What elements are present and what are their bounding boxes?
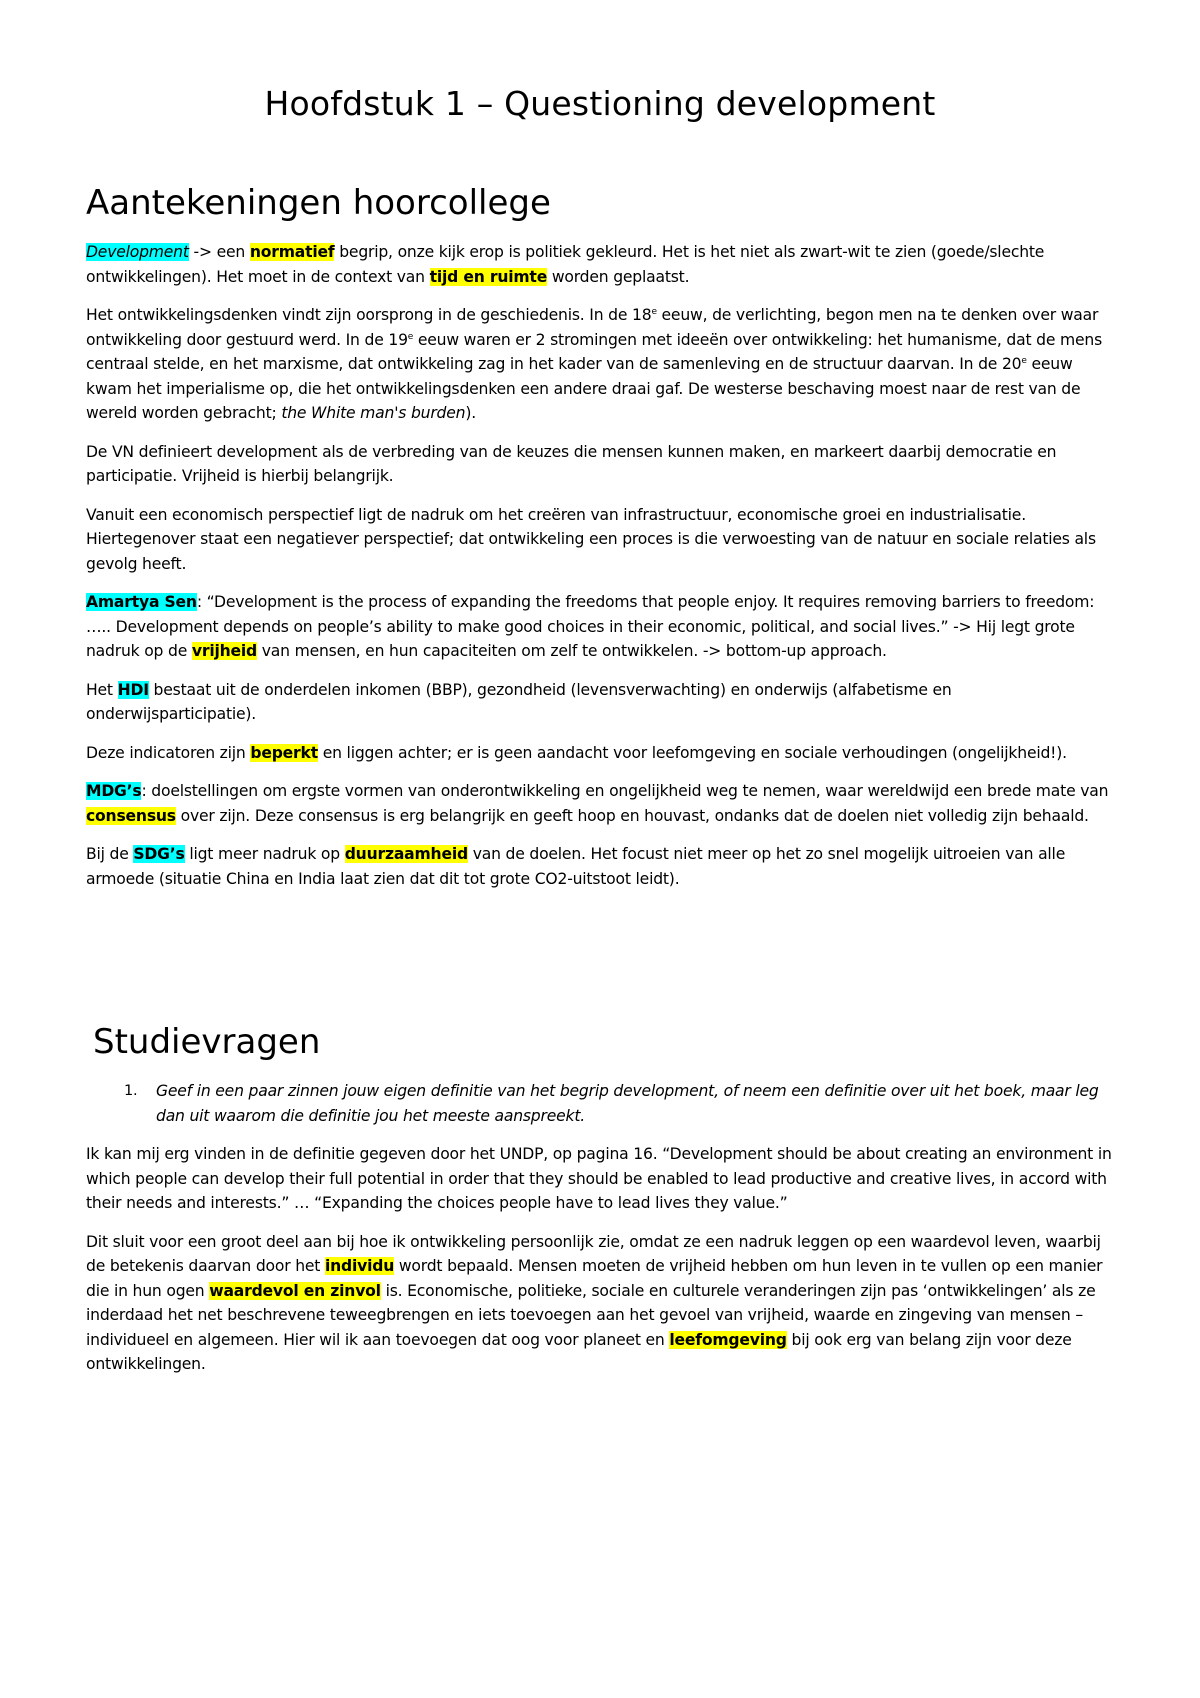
text-run: eeuw kwam het imperialisme op, die het ontwikkelingsdenken een andere draai gaf. De westerse beschaving moest naar de rest van de wereld worden gebracht; bbox=[86, 355, 1081, 422]
highlight-term: Amartya Sen bbox=[86, 593, 197, 611]
text-run: Het ontwikkelingsdenken vindt zijn oorsprong in de geschiedenis. In de 18 bbox=[86, 306, 652, 324]
section-heading-study-questions: Studievragen bbox=[93, 1022, 321, 1062]
paragraph-sdgs bbox=[86, 842, 1116, 891]
study-questions bbox=[86, 1079, 1116, 1391]
highlight-term: HDI bbox=[117, 680, 149, 699]
text-run: : “Development is the process of expanding the freedoms that people enjoy. It requires removing barriers to freedom: ….. Development depends on people’s ability to make good choices in their economic, political, and social lives.” -> Hij legt grote nadruk op de bbox=[86, 593, 1095, 660]
text-run: eeuw waren er 2 stromingen met ideeën over ontwikkeling: het humanisme, dat de mens centraal stelde, en het marxisme, dat ontwikkeling zag in het kader van de samenleving en de structuur daarvan. In de 20 bbox=[86, 330, 1102, 373]
text-run: Dit sluit voor een groot deel aan bij hoe ik ontwikkeling persoonlijk zie, omdat ze een nadruk leggen op een waardevol leven, waarbij de betekenis daarvan door het bbox=[86, 1232, 1101, 1275]
paragraph-amartya-sen bbox=[86, 590, 1116, 664]
highlight-term: MDG’s bbox=[86, 782, 142, 800]
highlight-term: normatief bbox=[249, 243, 335, 261]
highlight-term: waardevol en zinvol bbox=[209, 1281, 381, 1300]
text-run: worden geplaatst. bbox=[547, 267, 690, 286]
paragraph-development bbox=[86, 240, 1116, 289]
lecture-notes bbox=[86, 240, 1116, 905]
question-text: Geef in een paar zinnen jouw eigen definitie van het begrip development, of neem een definitie over uit het boek, maar leg dan uit waarom die definitie jou het meeste aanspreekt. bbox=[156, 1082, 1099, 1125]
text-run: en liggen achter; er is geen aandacht voor leefomgeving en sociale verhoudingen (ongelijkheid!). bbox=[317, 743, 1067, 762]
text-run: wordt bepaald. Mensen moeten de vrijheid hebben om hun leven in te vullen op een manier die in hun ogen bbox=[86, 1257, 1103, 1300]
superscript: e bbox=[651, 306, 657, 317]
highlight-term: Development bbox=[86, 243, 189, 261]
text-run-italic: the White man's burden bbox=[281, 404, 466, 422]
question-number: 1. bbox=[124, 1083, 138, 1099]
text-run: van de doelen. Het focust niet meer op het zo snel mogelijk uitroeien van alle armoede (situatie China en India laat zien dat dit tot grote CO2-uitstoot leidt). bbox=[86, 845, 1066, 888]
paragraph-mdgs bbox=[86, 779, 1116, 828]
paragraph-perspectives: Vanuit een economisch perspectief ligt de nadruk om het creëren van infrastructuur, economische groei en industrialisatie. Hiertegenover staat een negatiever perspectief; dat ontwikkeling een proces is die verwoesting van de natuur en sociale relaties als gevolg heeft. bbox=[86, 505, 1096, 573]
highlight-term: duurzaamheid bbox=[344, 845, 468, 863]
highlight-term: leefomgeving bbox=[669, 1330, 787, 1349]
text-run: ligt meer nadruk op bbox=[184, 845, 345, 863]
text-run: Bij de bbox=[86, 845, 134, 863]
text-run: ). bbox=[465, 404, 476, 422]
highlight-term: tijd en ruimte bbox=[429, 267, 548, 286]
paragraph-indicators bbox=[86, 741, 1116, 766]
text-run: Het bbox=[86, 680, 118, 699]
text-run: van mensen, en hun capaciteiten om zelf te ontwikkelen. -> bottom-up approach. bbox=[257, 642, 887, 660]
text-run: begrip, onze kijk erop is politiek gekleurd. Het is het niet als zwart-wit te zien (goede/slechte ontwikkelingen). Het moet in de context van bbox=[86, 243, 1045, 286]
text-run: eeuw, de verlichting, begon men na te denken over waar ontwikkeling door gestuurd werd. In de 19 bbox=[86, 306, 1099, 349]
text-run: : doelstellingen om ergste vormen van onderontwikkeling en ongelijkheid weg te nemen, waar wereldwijd een brede mate van bbox=[141, 782, 1109, 800]
paragraph-vn: De VN definieert development als de verbreding van de keuzes die mensen kunnen maken, en markeert daarbij democratie en participatie. Vrijheid is hierbij belangrijk. bbox=[86, 442, 1057, 485]
highlight-term: vrijheid bbox=[191, 642, 258, 660]
text-run: over zijn. Deze consensus is erg belangrijk en geeft hoop en houvast, ondanks dat de doelen niet volledig zijn behaald. bbox=[175, 806, 1089, 825]
paragraph-history bbox=[86, 303, 1116, 426]
paragraph-hdi bbox=[86, 678, 1116, 727]
text-run: is. Economische, politieke, sociale en culturele veranderingen zijn pas ‘ontwikkelingen’ als ze inderdaad het net beschrevene teweegbrengen en iets toevoegen aan het gevoel van vrijheid, waarde en zingeving van mensen – individueel en algemeen. Hier wil ik aan toevoegen dat oog voor planeet en bbox=[86, 1281, 1096, 1349]
superscript: e bbox=[407, 331, 414, 342]
answer-paragraph-1: Ik kan mij erg vinden in de definitie gegeven door het UNDP, op pagina 16. “Development should be about creating an environment in which people can develop their full potential in order that they should be enabled to lead productive and creative lives, in accord with their needs and interests.” … “Expanding the choices people have to lead lives they value.” bbox=[86, 1145, 1112, 1212]
text-run: bij ook erg van belang zijn voor deze ontwikkelingen. bbox=[86, 1330, 1072, 1373]
text-run: bestaat uit de onderdelen inkomen (BBP), gezondheid (levensverwachting) en onderwijs (alfabetisme en onderwijsparticipatie). bbox=[86, 680, 952, 723]
highlight-term: consensus bbox=[86, 806, 176, 825]
superscript: e bbox=[1021, 355, 1027, 366]
document-title: Hoofdstuk 1 – Questioning development bbox=[264, 84, 936, 123]
text-run: Deze indicatoren zijn bbox=[86, 743, 251, 762]
highlight-term: SDG’s bbox=[133, 845, 185, 863]
highlight-term: individu bbox=[324, 1257, 395, 1275]
section-heading-lecture-notes: Aantekeningen hoorcollege bbox=[86, 183, 551, 223]
text-run: -> een bbox=[188, 243, 250, 261]
answer-paragraph-2 bbox=[86, 1230, 1116, 1377]
question-item bbox=[86, 1079, 1116, 1128]
highlight-term: beperkt bbox=[250, 743, 318, 762]
